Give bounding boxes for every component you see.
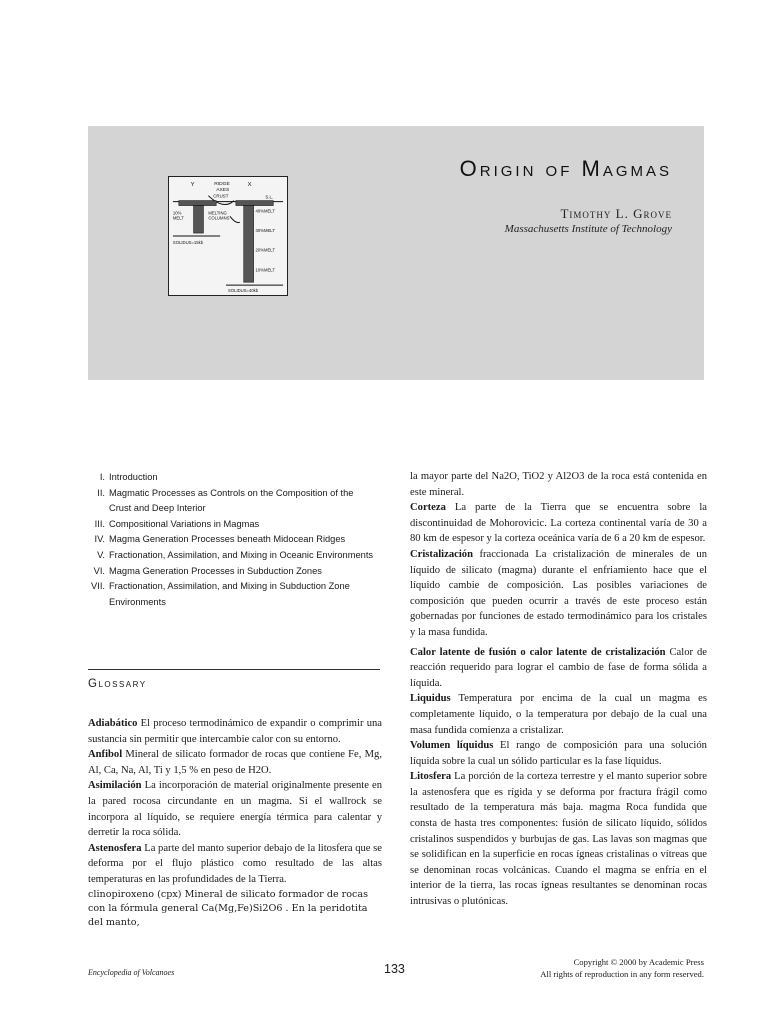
toc-number: II.	[97, 487, 105, 498]
toc-item[interactable]	[80, 579, 378, 610]
fig-label-melt40: 40%MELT	[255, 208, 275, 214]
fig-label-melt10: 10%	[172, 210, 182, 216]
fig-label-columns: COLUMNS	[208, 215, 230, 221]
fig-label-melt30: 30%MELT	[255, 228, 275, 234]
glossary-definition: El proceso termodinámico de expandir o comprimir una sustancia sin permitir que intercambie calor con su entorno.	[88, 718, 382, 745]
glossary-term: Volumen líquidus	[410, 740, 494, 752]
title-band	[88, 126, 704, 380]
toc-item[interactable]	[80, 470, 378, 486]
column-y	[194, 206, 204, 234]
column-x	[244, 206, 254, 283]
toc-number: IV.	[94, 534, 105, 545]
glossary-definition: Mineral de silicato formador de rocas que contiene Fe, Mg, Al, Ca, Na, Al, Ti y 1,5 % en peso de H2O.	[88, 749, 382, 776]
glossary-definition: Calor de reacción requerido para lograr el cambio de fase de forma sólida a líquida.	[410, 646, 707, 689]
glossary-entry	[88, 778, 382, 840]
glossary-entry	[88, 747, 382, 778]
glossary-entry	[410, 769, 707, 909]
toc-text: Fractionation, Assimilation, and Mixing in Subduction Zone Environments	[109, 581, 350, 607]
fig-label-melt10b: 10%MELT	[255, 267, 275, 273]
fig-label-sl: S.L.	[265, 194, 274, 200]
author-name: Timothy L. Grove	[560, 206, 672, 221]
glossary-term: Anfibol	[88, 749, 123, 761]
glossary-definition: El rango de composición para una solución líquida sobre la cual un sólido particular es la fase líquidus.	[410, 740, 707, 767]
column-y-top	[179, 201, 216, 206]
fig-label-crust: CRUST	[213, 193, 229, 199]
glossary-definition: La incorporación de material originalmente presente en la pared rocosa circundante en un magma. Si el wallrock se incorpora al líquido, se requiere energía térmica para calentar y derretir la roca sólida.	[88, 780, 382, 839]
glossary-entry	[410, 691, 707, 738]
section-divider	[88, 669, 380, 670]
copyright-line: Copyright © 2000 by Academic Press	[573, 957, 704, 967]
column-x-top	[236, 201, 273, 206]
glossary-term: Litosfera	[410, 771, 452, 783]
fig-label-melt20: 20%MELT	[255, 247, 275, 253]
fig-label-axes: AXES	[216, 187, 230, 193]
fig-label-melt: MELT	[172, 215, 184, 221]
fig-label-ridge: RIDGE	[214, 181, 230, 187]
toc-item[interactable]	[80, 564, 378, 580]
toc-item[interactable]	[80, 486, 378, 517]
toc-text: Magma Generation Processes in Subduction Zones	[109, 565, 322, 576]
glossary-continuation: la mayor parte del Na2O, TiO2 y Al2O3 de la roca está contenida en este mineral.	[410, 471, 707, 498]
glossary-definition: Temperatura por encima de la cual un magma es completamente líquido, o la temperatura por debajo de la cual una masa fundida comienza a cristalizar.	[410, 693, 707, 736]
glossary-column-left	[88, 716, 382, 931]
toc-item[interactable]	[80, 548, 378, 564]
fig-label-y: Y	[190, 181, 195, 188]
glossary-entry	[88, 716, 382, 747]
glossary-entry	[410, 645, 707, 692]
toc-text: Magmatic Processes as Controls on the Composition of the Crust and Deep Interior	[109, 487, 354, 514]
toc-number: VII.	[91, 581, 105, 592]
glossary-term: Adiabático	[88, 718, 138, 729]
glossary-column-right	[410, 469, 707, 910]
glossary-definition: La parte de la Tierra que se encuentra sobre la discontinuidad de Mohorovicic. La corteza continental varía de 30 a 80 km de espesor y la corteza oceánica varía de 6 a 20 km de espesor.	[410, 502, 707, 545]
glossary-heading: Glossary	[88, 678, 147, 690]
fig-label-melting: MELTING	[208, 210, 227, 216]
melting-columns-figure	[168, 176, 288, 296]
author-affiliation: Massachusetts Institute of Technology	[504, 223, 672, 235]
glossary-term: Astenosfera	[88, 842, 142, 854]
fig-label-solidus40: SOLIDUS=40kb	[228, 288, 259, 294]
melting-columns-diagram	[169, 177, 287, 295]
toc-number: III.	[94, 518, 105, 529]
fig-label-x: X	[247, 181, 252, 188]
glossary-term: Cristalización	[410, 548, 473, 560]
rights-line: All rights of reproduction in any form reserved.	[540, 969, 704, 979]
glossary-term: Calor latente de fusión o calor latente de cristalización	[410, 646, 666, 658]
melting-arrow	[230, 216, 240, 222]
glossary-term: Liquidus	[410, 693, 451, 705]
toc-number: VI.	[93, 565, 105, 576]
footer-publication: Encyclopedia of Volcanoes	[88, 968, 175, 977]
toc-number: V.	[97, 549, 105, 560]
toc-text: Introduction	[109, 472, 158, 482]
glossary-entry-plain: clinopiroxeno (cpx) Mineral de silicato formador de rocas con la fórmula general Ca(Mg,Fe)Si2O6 . En la peridotita del manto,	[88, 888, 369, 929]
toc-item[interactable]	[80, 532, 378, 548]
toc-text: Magma Generation Processes beneath Midocean Ridges	[109, 534, 346, 545]
article-title: Origin of Magmas	[459, 156, 672, 181]
toc-item[interactable]	[80, 517, 378, 533]
glossary-entry	[410, 500, 707, 547]
glossary-entry	[410, 547, 707, 641]
table-of-contents	[80, 470, 378, 610]
toc-text: Compositional Variations in Magmas	[109, 518, 260, 529]
glossary-entry	[88, 841, 382, 888]
copyright-notice	[540, 956, 704, 980]
glossary-entry	[410, 738, 707, 769]
toc-text: Fractionation, Assimilation, and Mixing in Oceanic Environments	[109, 549, 374, 560]
glossary-term: Asimilación	[88, 780, 142, 792]
page-number: 133	[384, 962, 405, 976]
toc-number: I.	[99, 472, 105, 482]
fig-label-solidus15: SOLIDUS=15kb	[172, 239, 204, 245]
glossary-term: Corteza	[410, 502, 446, 514]
glossary-definition: La parte del manto superior debajo de la litosfera que se deforma por el flujo plástico como resultado de las altas temperaturas en las profundidades de la Tierra.	[88, 842, 382, 885]
glossary-definition: fraccionada La cristalización de minerales de un líquido de silicato (magma) durante el enfriamiento hace que el líquido cambie de composición. Las posibles variaciones de composición que pueden ocurrir a través de este proceso están gobernadas por funciones de estado termodinámico para los cristales y la masa fundida.	[410, 548, 707, 638]
glossary-definition: La porción de la corteza terrestre y el manto superior sobre la astenosfera que es rígida y se deforma por fractura frágil como resultado de la temperatura más baja. magma Roca fundida que consta de hasta tres componentes: fusión de silicato líquido, sólidos cristalinos suspendidos y burbujas de gas. Las lavas son magmas que se solidifican en la superficie en rocas ígneas cristalinas o vítreas que se denominan rocas volcánicas. Cuando el magma se enfría en el interior de la tierra, las rocas ígneas resultantes se denominan rocas intrusivas o plutónicas.	[410, 771, 707, 908]
